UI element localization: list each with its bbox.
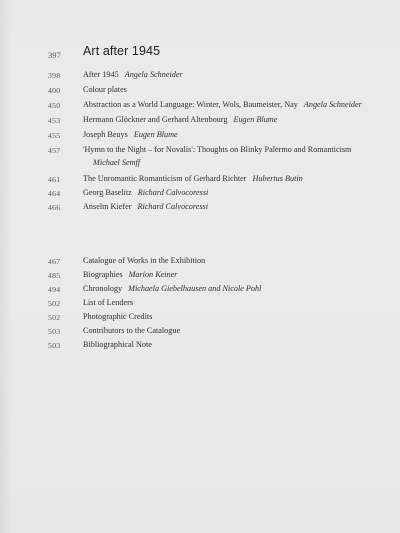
toc-page-number: 503 [48,341,61,350]
toc-page-number: 461 [48,175,61,184]
toc-title: Bibliographical Note [83,340,152,349]
toc-line [83,188,208,197]
toc-title: Chronology [83,284,123,293]
toc-line [83,340,152,349]
toc-page-number: 485 [48,271,61,280]
toc-line [83,174,303,183]
toc-page-number: 503 [48,327,61,336]
toc-page-number: 467 [48,257,61,266]
toc-title: Photographic Credits [83,312,153,321]
toc-title: Contributors to the Catalogue [83,326,181,335]
toc-author: Eugen Blume [233,115,278,124]
toc-line [83,284,261,293]
toc-line [83,70,183,79]
toc-title: Hermann Glöckner and Gerhard Altenbourg [83,115,228,124]
toc-page-number: 455 [48,131,61,140]
toc-line [83,130,178,139]
toc-page-number: 466 [48,203,61,212]
toc-author: Marion Keiner [128,270,178,279]
toc-title: 'Hymn to the Night – for Novalis': Thoughts on Blinky Palermo and Romanticism [83,145,352,154]
toc-author: Michaela Giebelhausen and Nicole Pohl [128,284,262,293]
toc-entry [0,145,400,159]
toc-line [83,85,127,94]
toc-page-number: 464 [48,189,61,198]
toc-author: Hubertus Butin [252,174,303,183]
toc-title: Catalogue of Works in the Exhibition [83,256,206,265]
toc-title: Anselm Kiefer [83,202,132,211]
appendix-entry [0,312,400,326]
toc-title: The Unromantic Romanticism of Gerhard Richter [83,174,247,183]
toc-title: Colour plates [83,85,127,94]
toc-line [83,326,180,335]
toc-entry [0,130,400,144]
toc-page-number: 457 [48,146,61,155]
toc-line [83,115,277,124]
appendix-entry [0,270,400,284]
toc-entry [0,70,400,84]
toc-author: Michael Semff [93,158,141,167]
toc-title: Georg Baselitz [83,188,132,197]
toc-entry [0,115,400,129]
toc-title: Joseph Beuys [83,130,128,139]
toc-line [83,145,351,154]
toc-line [83,100,362,109]
toc-page-number: 453 [48,116,61,125]
toc-title: Abstraction as a World Language: Winter, Wols, Baumeister, Nay [83,100,298,109]
toc-author: Richard Calvocoressi [137,202,209,211]
toc-line [83,298,133,307]
section-heading [0,44,400,64]
toc-author: Richard Calvocoressi [137,188,209,197]
toc-page-number: 502 [48,313,61,322]
toc-page-number: 502 [48,299,61,308]
toc-title: List of Lenders [83,298,134,307]
toc-page-number: 450 [48,101,61,110]
toc-page-number: 494 [48,285,61,294]
toc-author: Angela Schneider [303,100,362,109]
appendix-entry [0,326,400,340]
toc-page-number: 398 [48,71,61,80]
toc-entry [0,202,400,216]
appendix-entry [0,284,400,298]
toc-title: After 1945 [83,70,119,79]
toc-line [83,256,205,265]
section-page-number: 397 [48,50,61,60]
toc-line [83,202,208,211]
toc-line [83,270,177,279]
toc-entry [0,85,400,99]
toc-title: Biographies [83,270,123,279]
appendix-entry [0,298,400,312]
appendix-entry [0,256,400,270]
toc-author: Angela Schneider [124,70,183,79]
toc-author: Eugen Blume [133,130,178,139]
toc-entry-continuation [0,158,400,172]
toc-entry [0,174,400,188]
toc-entry [0,188,400,202]
toc-page-number: 400 [48,86,61,95]
toc-line [83,312,152,321]
appendix-entry [0,340,400,354]
section-title: Art after 1945 [83,44,161,58]
toc-entry [0,100,400,114]
